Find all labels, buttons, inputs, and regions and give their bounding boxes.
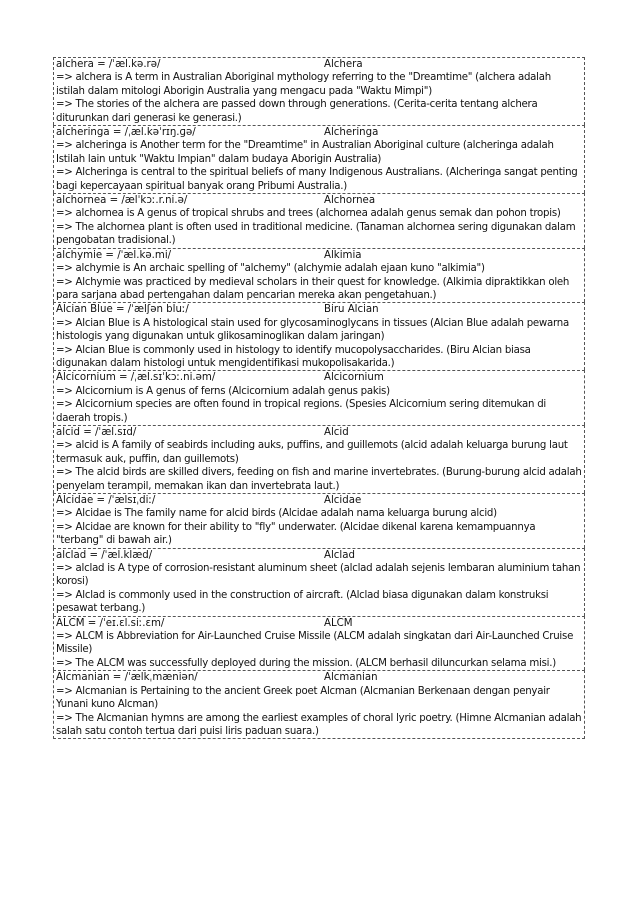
entry-header [56, 549, 582, 562]
example-line: => The ALCM was successfully deployed during the mission. (ALCM berhasil diluncurkan selama misi.) [56, 657, 556, 669]
entry-header [56, 194, 582, 207]
example-line: => Alchymie was practiced by medieval scholars in their quest for knowledge. (Alkimia dipraktikkan oleh para sarjana abad pertengahan dalam pencarian mereka akan pengetahuan.) [56, 276, 570, 301]
headword-translation: Alchornea [324, 195, 376, 207]
headword-translation: ALCM [324, 617, 353, 629]
example-line: => The stories of the alchera are passed down through generations. (Cerita-cerita tentang alchera diturunkan dari generasi ke generasi.) [56, 99, 538, 124]
headword-pronunciation: Alcicornium = /ˌæl.sɪˈkɔː.ni.əm/ [56, 372, 216, 384]
entry-header [56, 494, 582, 507]
headword-pronunciation: Alcmanian = /ˈælkˌmæniən/ [56, 672, 198, 684]
headword-pronunciation: Alcian Blue = /ˈælʃən bluː/ [56, 304, 189, 316]
definition-line: => alchera is A term in Australian Aboriginal mythology referring to the "Dreamtime" (alchera adalah istilah dalam mitologi Aborigin Australia yang mengacu pada "Waktu Mimpi") [56, 72, 551, 97]
entry-alchera [53, 57, 585, 125]
headword-translation: Alclad [324, 549, 355, 561]
definition-line: => Alcidae is The family name for alcid birds (Alcidae adalah nama keluarga burung alcid) [56, 508, 497, 520]
headword-pronunciation: alchera = /ˈæl.kə.rə/ [56, 59, 161, 70]
definition-line: => alclad is A type of corrosion-resistant aluminum sheet (alclad adalah sejenis lembaran aluminium tahan korosi) [56, 563, 581, 588]
dictionary-sheet [53, 57, 585, 739]
example-line: => Alcian Blue is commonly used in histology to identify mucopolysaccharides. (Biru Alcian biasa digunakan dalam histologi untuk mengidentifikasi mukopolisakarida.) [56, 344, 531, 369]
entry-alchornea [53, 193, 585, 248]
entry-alcicornium [53, 370, 585, 425]
definition-line: => ALCM is Abbreviation for Air-Launched Cruise Missile (ALCM adalah singkatan dari Air-Launched Cruise Missile) [56, 631, 574, 656]
headword-pronunciation: alclad = /ˈæl.klæd/ [56, 549, 153, 561]
entry-alcm [53, 616, 585, 671]
example-line: => The alcid birds are skilled divers, feeding on fish and marine invertebrates. (Burung-burung alcid adalah penyelam terampil, memakan ikan dan invertebrata laut.) [56, 467, 582, 492]
headword-translation: Alkimia [324, 249, 362, 261]
headword-translation: Biru Alcian [324, 304, 379, 316]
headword-translation: Alcicornium [324, 372, 384, 384]
headword-translation: Alcmanian [324, 672, 378, 684]
example-line: => The alchornea plant is often used in traditional medicine. (Tanaman alchornea sering digunakan dalam pengobatan tradisional.) [56, 221, 576, 247]
definition-line: => alchornea is A genus of tropical shrubs and trees (alchornea adalah genus semak dan pohon tropis) [56, 208, 561, 220]
headword-translation: Alcheringa [324, 127, 379, 139]
definition-line: => Alcian Blue is A histological stain used for glycosaminoglycans in tissues (Alcian Blue adalah pewarna histologis yang digunakan untuk glikosaminoglikan dalam jaringan) [56, 317, 569, 343]
entry-header [56, 126, 582, 139]
example-line: => Alcicornium species are often found in tropical regions. (Spesies Alcicornium sering ditemukan di daerah tropis.) [56, 399, 547, 424]
entry-alcheringa [53, 125, 585, 193]
entry-header [56, 371, 582, 384]
example-line: => Alclad is commonly used in the construction of aircraft. (Alclad biasa digunakan dalam konstruksi pesawat terbang.) [56, 589, 549, 615]
headword-translation: Alcid [324, 426, 349, 438]
headword-pronunciation: alchornea = /ælˈkɔː.r.ni.ə/ [56, 195, 188, 207]
definition-line: => Alcmanian is Pertaining to the ancient Greek poet Alcman (Alcmanian Berkenaan dengan penyair Yunani kuno Alcman) [56, 685, 550, 711]
headword-translation: Alcidae [324, 495, 362, 506]
entry-alcian-blue [53, 302, 585, 370]
headword-pronunciation: alcid = /ˈæl.sɪd/ [56, 426, 137, 438]
definition-line: => alcheringa is Another term for the "Dreamtime" in Australian Aboriginal culture (alcheringa adalah Istilah lain untuk "Waktu Impian" dalam budaya Aborigin Australia) [56, 140, 554, 165]
entry-alcmanian [53, 670, 585, 739]
definition-line: => Alcicornium is A genus of ferns (Alcicornium adalah genus pakis) [56, 385, 390, 397]
entry-header [56, 671, 582, 684]
headword-translation: Alchera [324, 59, 363, 70]
entry-alcid [53, 425, 585, 493]
example-line: => The Alcmanian hymns are among the earliest examples of choral lyric poetry. (Himne Alcmanian adalah salah satu contoh tertua dari puisi liris paduan suara.) [56, 712, 582, 737]
entry-alchymie [53, 248, 585, 303]
entry-header [56, 303, 582, 316]
entry-header [56, 249, 582, 262]
definition-line: => alchymie is An archaic spelling of "alchemy" (alchymie adalah ejaan kuno "alkimia") [56, 263, 485, 275]
entry-header [56, 617, 582, 630]
headword-pronunciation: alcheringa = /ˌæl.kəˈrɪŋ.ɡə/ [56, 127, 196, 139]
example-line: => Alcheringa is central to the spiritual beliefs of many Indigenous Australians. (Alcheringa sangat penting bagi kepercayaan spiritual banyak orang Pribumi Australia.) [56, 167, 578, 192]
headword-pronunciation: ALCM = /ˈeɪ.ɛl.siː.ɛm/ [56, 617, 165, 629]
headword-pronunciation: alchymie = /ˈæl.kə.mi/ [56, 249, 172, 261]
headword-pronunciation: Alcidae = /ˈælsɪˌdiː/ [56, 495, 156, 506]
entry-alcidae [53, 493, 585, 548]
entry-alclad [53, 548, 585, 616]
definition-line: => alcid is A family of seabirds including auks, puffins, and guillemots (alcid adalah keluarga burung laut termasuk auk, puffin, dan guillemots) [56, 440, 568, 465]
example-line: => Alcidae are known for their ability to "fly" underwater. (Alcidae dikenal karena kemampuannya "terbang" di bawah air.) [56, 521, 536, 547]
entry-header [56, 426, 582, 439]
entry-header [56, 58, 582, 71]
